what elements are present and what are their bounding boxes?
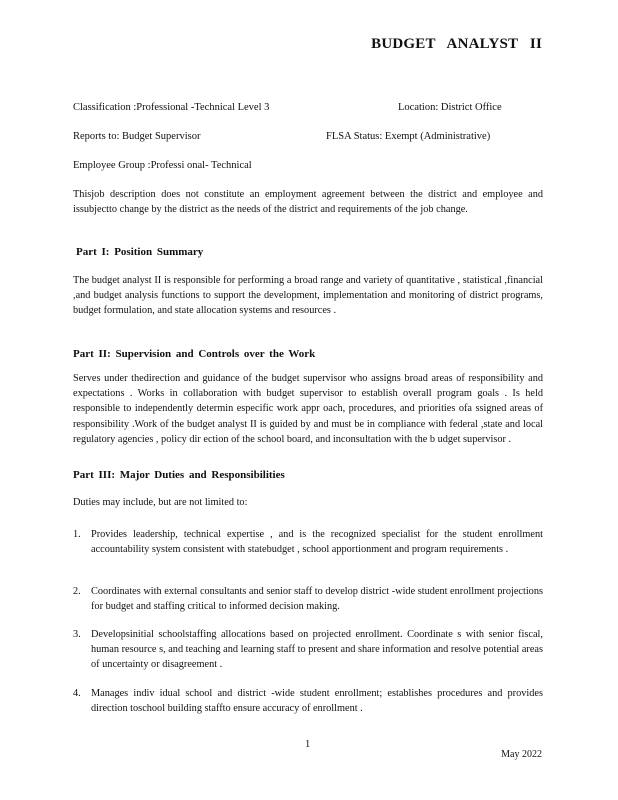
reports-to-field: Reports to: Budget Supervisor (73, 131, 201, 142)
employee-group-field: Employee Group :Professi onal- Technical (73, 160, 252, 171)
footer-date: May 2022 (501, 749, 542, 760)
location-field: Location: District Office (398, 102, 502, 113)
list-item-text: Coordinates with external consultants and senior staff to develop district -wide student enrollment projections for budget and staffing critical to informed decision making. (91, 586, 543, 612)
part1-paragraph: The budget analyst II is responsible for performing a broad range and variety of quantitative , statistical ,financial ,and budget analysis functions to support the development, implementation and monitoring of district programs, budget formulation, and state allocation systems and resources . (73, 275, 543, 317)
list-item-number: 2. (73, 586, 81, 597)
list-item (73, 584, 543, 614)
list-item (73, 627, 543, 672)
list-item-number: 3. (73, 629, 81, 640)
part2-heading: Part II: Supervision and Controls over the Work (73, 348, 316, 360)
list-item-text: Manages indiv idual school and district -wide student enrollment; establishes procedures and provides direction toschool building staffto ensure accuracy of enrollment . (91, 688, 543, 714)
list-item (73, 686, 543, 716)
part2-paragraph: Serves under thedirection and guidance of the budget supervisor who assigns broad areas of responsibility and expectations . Works in collaboration with budget supervisor to establish overall program goals . Is held responsible to independently determin especific work appr oach, procedures, and priorities ofa ssigned areas of responsibility .Work of the budget analyst II is guided by and must be in compliance with federal ,state and local regulatory agencies , policy dir ection of the school board, and inconsultation with the b udget supervisor . (73, 373, 543, 445)
part3-intro: Duties may include, but are not limited to: (73, 497, 248, 508)
list-item-text: Developsinitial schoolstaffing allocations based on projected enrollment. Coordinate s with senior fiscal, human resource s, and teaching and learning staff to present and share information and resolve potential areas of uncertainty or disagreement . (91, 629, 543, 670)
page-number: 1 (305, 739, 311, 750)
list-item (73, 527, 543, 557)
list-item-text: Provides leadership, technical expertise , and is the recognized specialist for the student enrollment accountability system consistent with statebudget , school apportionment and program requirements . (91, 529, 543, 555)
flsa-status-field: FLSA Status: Exempt (Administrative) (326, 131, 491, 142)
part3-heading: Part III: Major Duties and Responsibilities (73, 469, 285, 481)
classification-field: Classification :Professional -Technical Level 3 (73, 102, 270, 113)
list-item-number: 1. (73, 529, 81, 540)
part1-heading: Part I: Position Summary (76, 246, 204, 258)
list-item-number: 4. (73, 688, 81, 699)
disclaimer-paragraph: Thisjob description does not constitute an employment agreement between the district and employee and issubjectto change by the district as the needs of the district and requirements of the job change. (73, 189, 543, 216)
document-title: BUDGET ANALYST II (371, 36, 542, 52)
